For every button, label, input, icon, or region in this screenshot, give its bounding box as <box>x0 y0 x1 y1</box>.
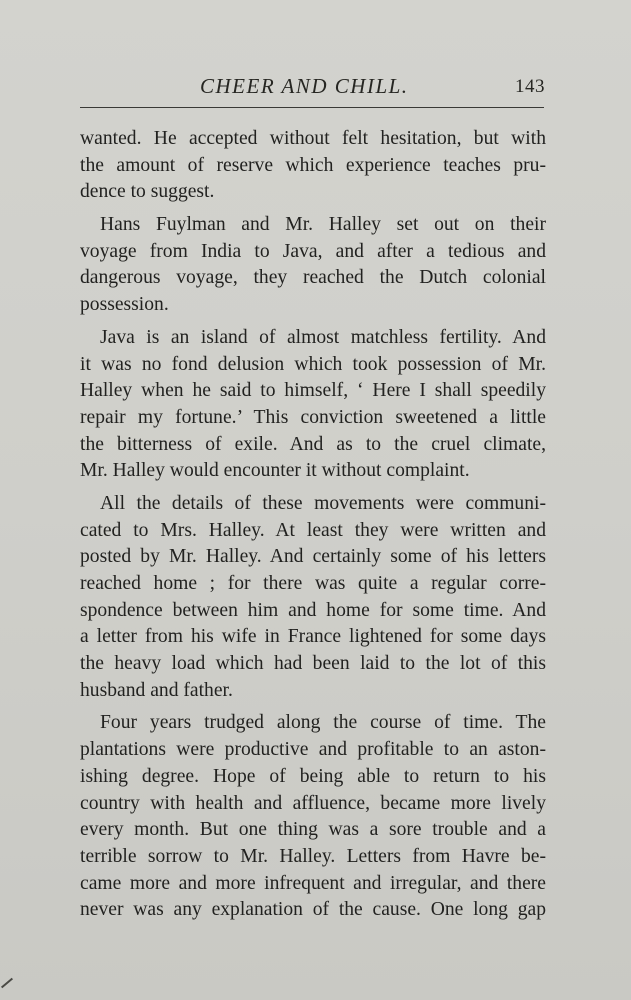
text-line: All the details of these movements were communi- <box>100 492 546 514</box>
running-title: CHEER AND CHILL. <box>200 74 409 98</box>
text-line: it was no fond delusion which took possession of Mr. <box>80 353 546 375</box>
page-edge-mark <box>1 978 13 989</box>
text-line: the amount of reserve which experience teaches pru- <box>80 154 546 176</box>
paragraph <box>80 325 546 485</box>
header-rule <box>80 107 544 108</box>
text-line: cated to Mrs. Halley. At least they were written and <box>80 519 546 541</box>
text-line: the heavy load which had been laid to the lot of this <box>80 653 546 675</box>
paragraph <box>80 710 546 924</box>
text-line: Mr. Halley would encounter it without complaint. <box>80 460 470 482</box>
text-line: dangerous voyage, they reached the Dutch colonial <box>80 267 546 289</box>
text-line: Java is an island of almost matchless fertility. And <box>100 326 546 348</box>
text-line: a letter from his wife in France lightened for some days <box>80 626 546 648</box>
text-line: ishing degree. Hope of being able to return to his <box>80 765 546 787</box>
text-line: posted by Mr. Halley. And certainly some of his letters <box>80 546 546 568</box>
text-line: wanted. He accepted without felt hesitation, but with <box>80 128 546 149</box>
text-line: reached home ; for there was quite a regular corre- <box>80 573 546 594</box>
text-line: country with health and affluence, became more lively <box>80 792 546 814</box>
text-line: repair my fortune.’ This conviction sweetened a little <box>80 406 546 428</box>
text-line: husband and father. <box>80 679 233 701</box>
text-line: voyage from India to Java, and after a tedious and <box>80 240 546 262</box>
paragraph <box>80 491 546 705</box>
text-line: dence to suggest. <box>80 181 215 203</box>
running-head <box>80 72 545 106</box>
text-line: came more and more infrequent and irregular, and there <box>80 872 546 894</box>
text-line: every month. But one thing was a sore trouble and a <box>80 819 546 841</box>
text-line: Halley when he said to himself, ‘ Here I shall speedily <box>80 380 546 402</box>
text-line: never was any explanation of the cause. One long gap <box>80 899 546 921</box>
paragraph <box>80 126 546 206</box>
text-line: spondence between him and home for some time. And <box>80 599 546 621</box>
body-text <box>80 126 546 930</box>
text-line: Four years trudged along the course of time. The <box>100 712 546 734</box>
text-line: terrible sorrow to Mr. Halley. Letters from Havre be- <box>80 845 546 867</box>
text-line: possession. <box>80 294 169 316</box>
text-line: the bitterness of exile. And as to the cruel climate, <box>80 433 546 455</box>
text-line: Hans Fuylman and Mr. Halley set out on their <box>100 214 546 236</box>
text-line: plantations were productive and profitable to an aston- <box>80 739 546 761</box>
paragraph <box>80 212 546 319</box>
page-number: 143 <box>515 76 545 97</box>
